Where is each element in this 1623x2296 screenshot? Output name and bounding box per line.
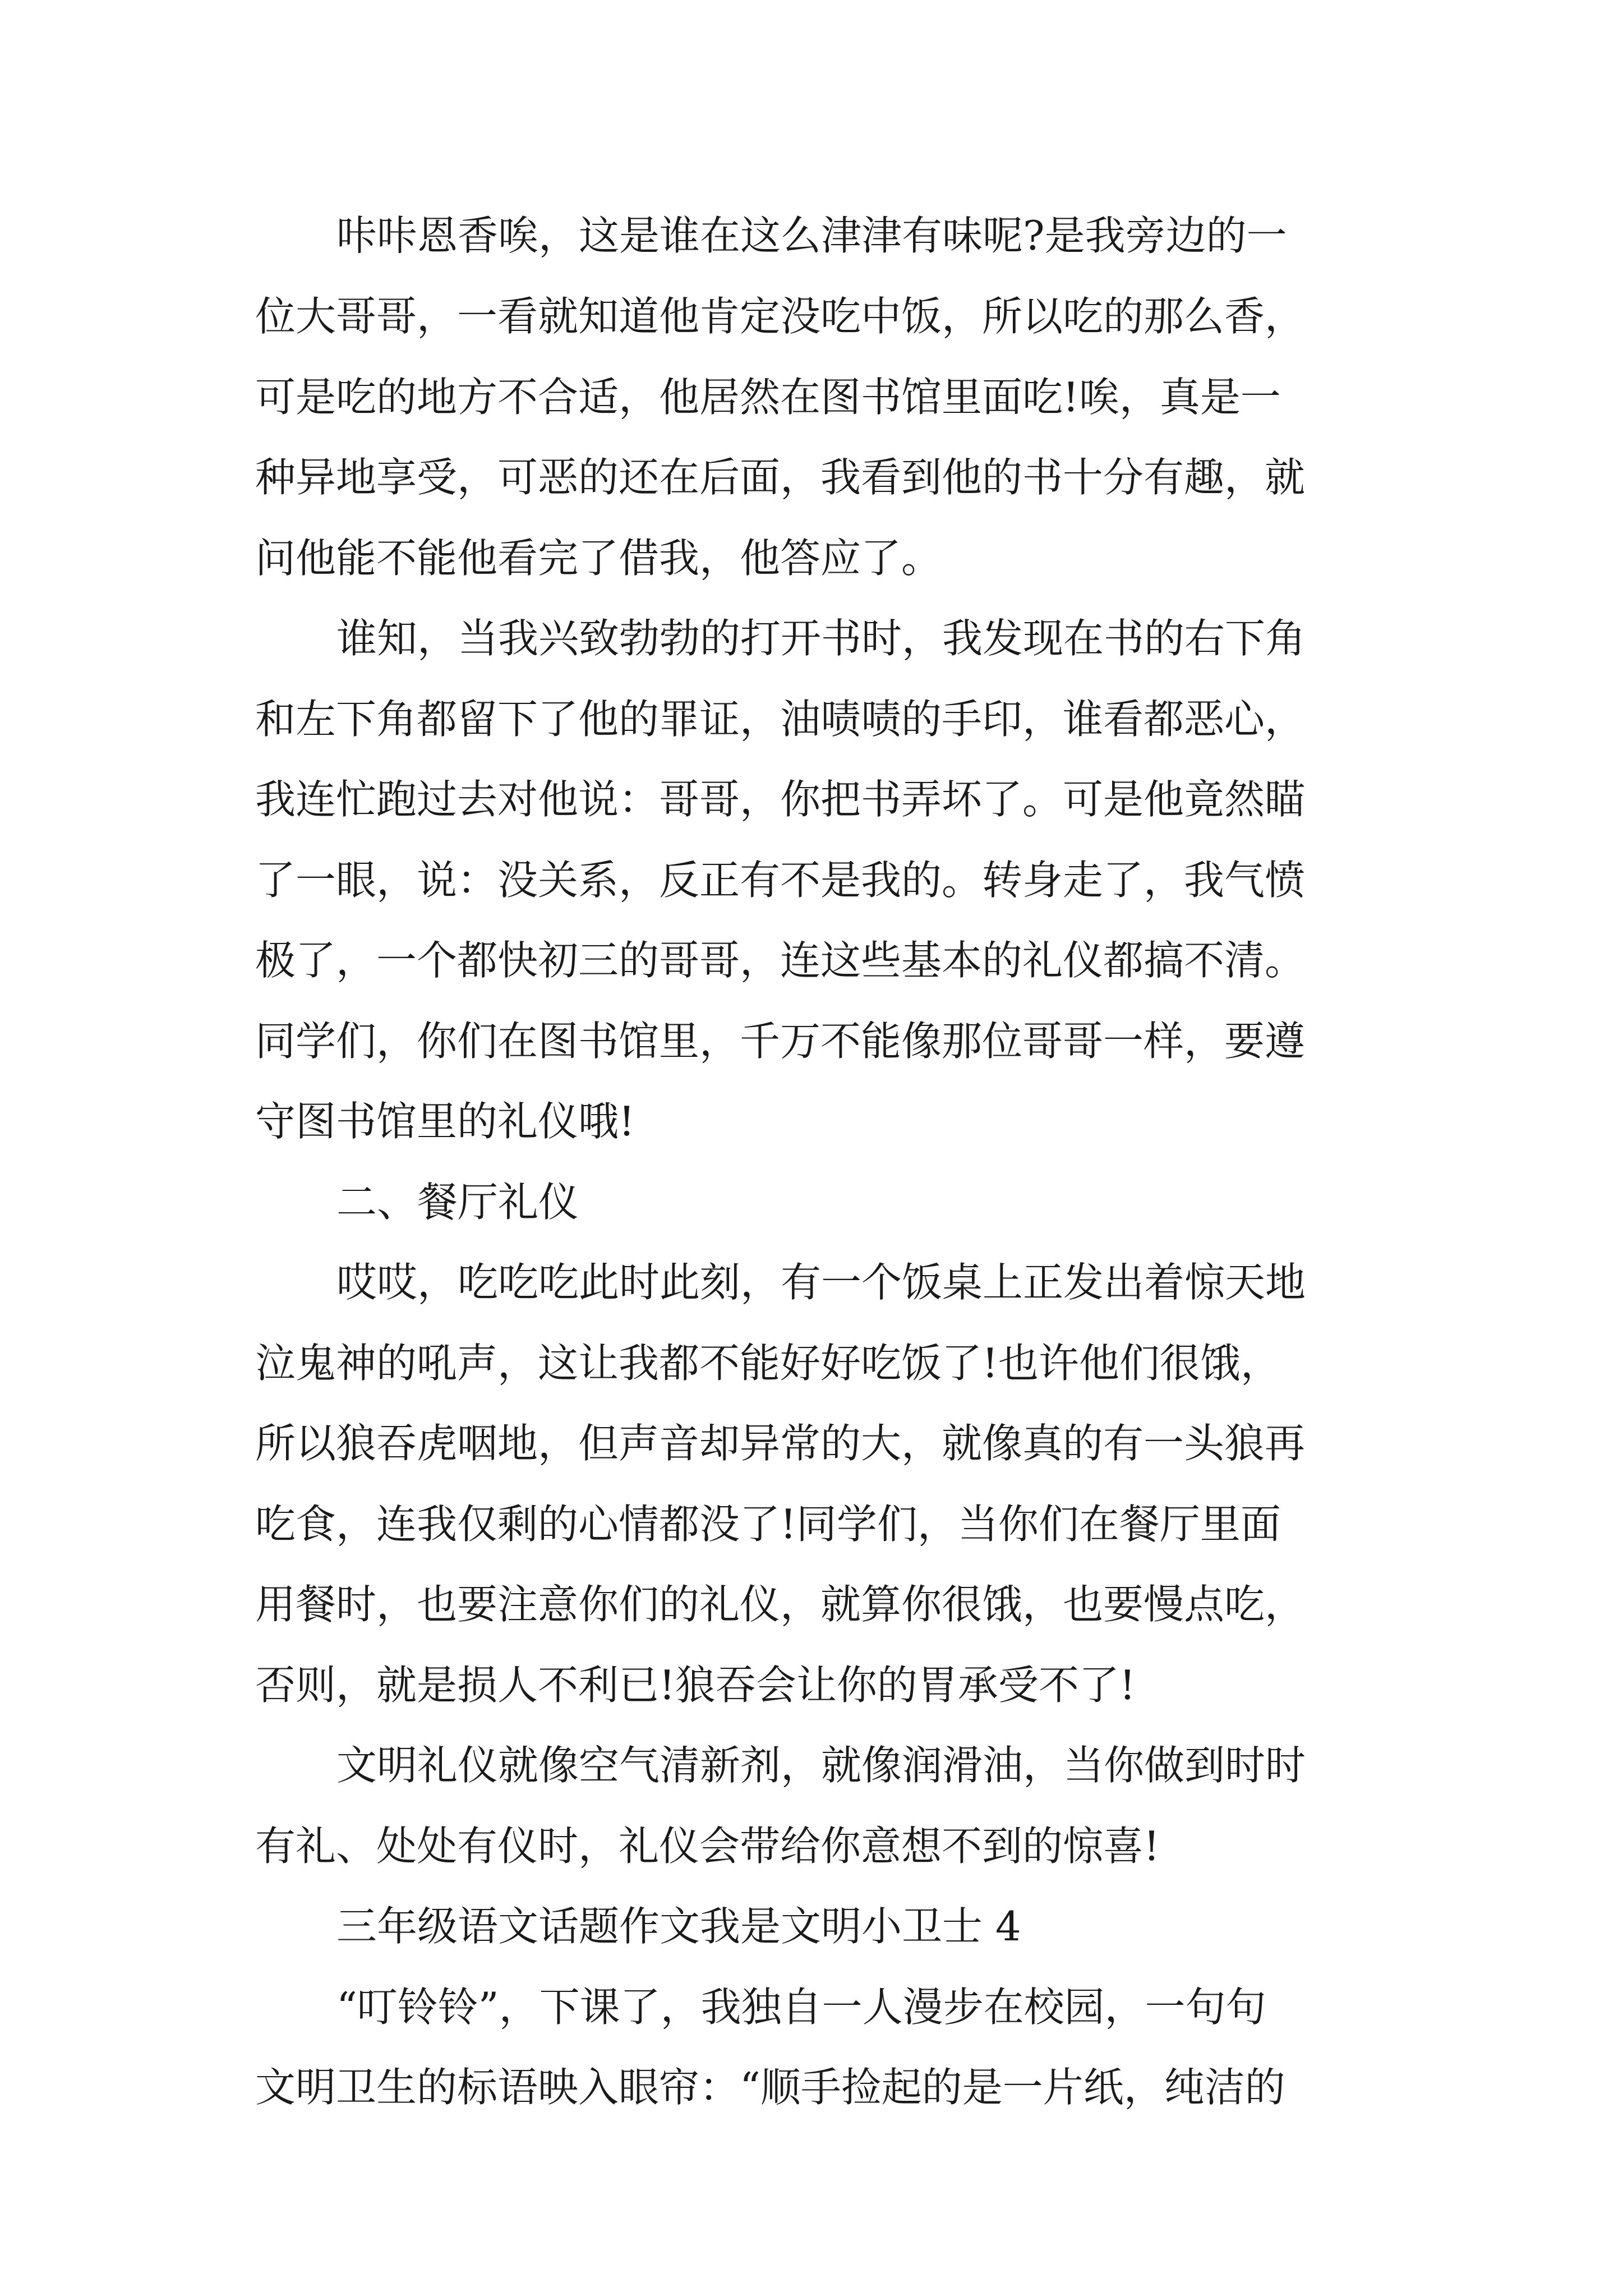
- paragraph-1-line-3: 可是吃的地方不合适，他居然在图书馆里面吃!唉，真是一: [255, 374, 1281, 421]
- paragraph-1-line-2: 位大哥哥，一看就知道他肯定没吃中饭，所以吃的那么香，: [255, 293, 1306, 340]
- paragraph-2-line-7: 守图书馆里的礼仪哦!: [255, 1098, 635, 1145]
- paragraph-4-line-1: 文明礼仪就像空气清新剂，就像润滑油，当你做到时时: [336, 1742, 1306, 1789]
- paragraph-2-line-1: 谁知，当我兴致勃勃的打开书时，我发现在书的右下角: [336, 615, 1306, 662]
- paragraph-3-line-2: 泣鬼神的吼声，这让我都不能好好吃饭了!也许他们很饿，: [255, 1340, 1281, 1387]
- paragraph-1-line-5: 问他能不能他看完了借我，他答应了。: [255, 535, 942, 582]
- paragraph-2-line-5: 极了，一个都快初三的哥哥，连这些基本的礼仪都搞不清。: [255, 937, 1306, 984]
- paragraph-3-line-5: 用餐时，也要注意你们的礼仪，就算你很饿，也要慢点吃，: [255, 1581, 1306, 1628]
- essay-title-4: 三年级语文话题作文我是文明小卫士 4: [336, 1903, 1021, 1950]
- paragraph-1-line-4: 种异地享受，可恶的还在后面，我看到他的书十分有趣，就: [255, 454, 1306, 501]
- paragraph-3-line-6: 否则，就是损人不利已!狼吞会让你的胃承受不了!: [255, 1662, 1136, 1709]
- paragraph-1-line-1: 咔咔恩香唉，这是谁在这么津津有味呢?是我旁边的一: [336, 212, 1287, 259]
- section-heading-restaurant: 二、餐厅礼仪: [336, 1179, 579, 1226]
- paragraph-2-line-6: 同学们，你们在图书馆里，千万不能像那位哥哥一样，要遵: [255, 1018, 1306, 1065]
- paragraph-3-line-3: 所以狼吞虎咽地，但声音却异常的大，就像真的有一头狼再: [255, 1420, 1306, 1467]
- paragraph-2-line-2: 和左下角都留下了他的罪证，油啧啧的手印，谁看都恶心，: [255, 696, 1306, 743]
- paragraph-2-line-4: 了一眼，说：没关系，反正有不是我的。转身走了，我气愤: [255, 857, 1306, 904]
- paragraph-5-line-1: “叮铃铃”，下课了，我独自一人漫步在校园，一句句: [336, 1984, 1266, 2031]
- paragraph-3-line-1: 哎哎，吃吃吃此时此刻，有一个饭桌上正发出着惊天地: [336, 1259, 1306, 1306]
- paragraph-5-line-2: 文明卫生的标语映入眼帘：“顺手捡起的是一片纸，纯洁的: [255, 2064, 1285, 2111]
- paragraph-4-line-2: 有礼、处处有仪时，礼仪会带给你意想不到的惊喜!: [255, 1823, 1160, 1870]
- paragraph-2-line-3: 我连忙跑过去对他说：哥哥，你把书弄坏了。可是他竟然瞄: [255, 776, 1306, 823]
- paragraph-3-line-4: 吃食，连我仅剩的心情都没了!同学们，当你们在餐厅里面: [255, 1501, 1281, 1548]
